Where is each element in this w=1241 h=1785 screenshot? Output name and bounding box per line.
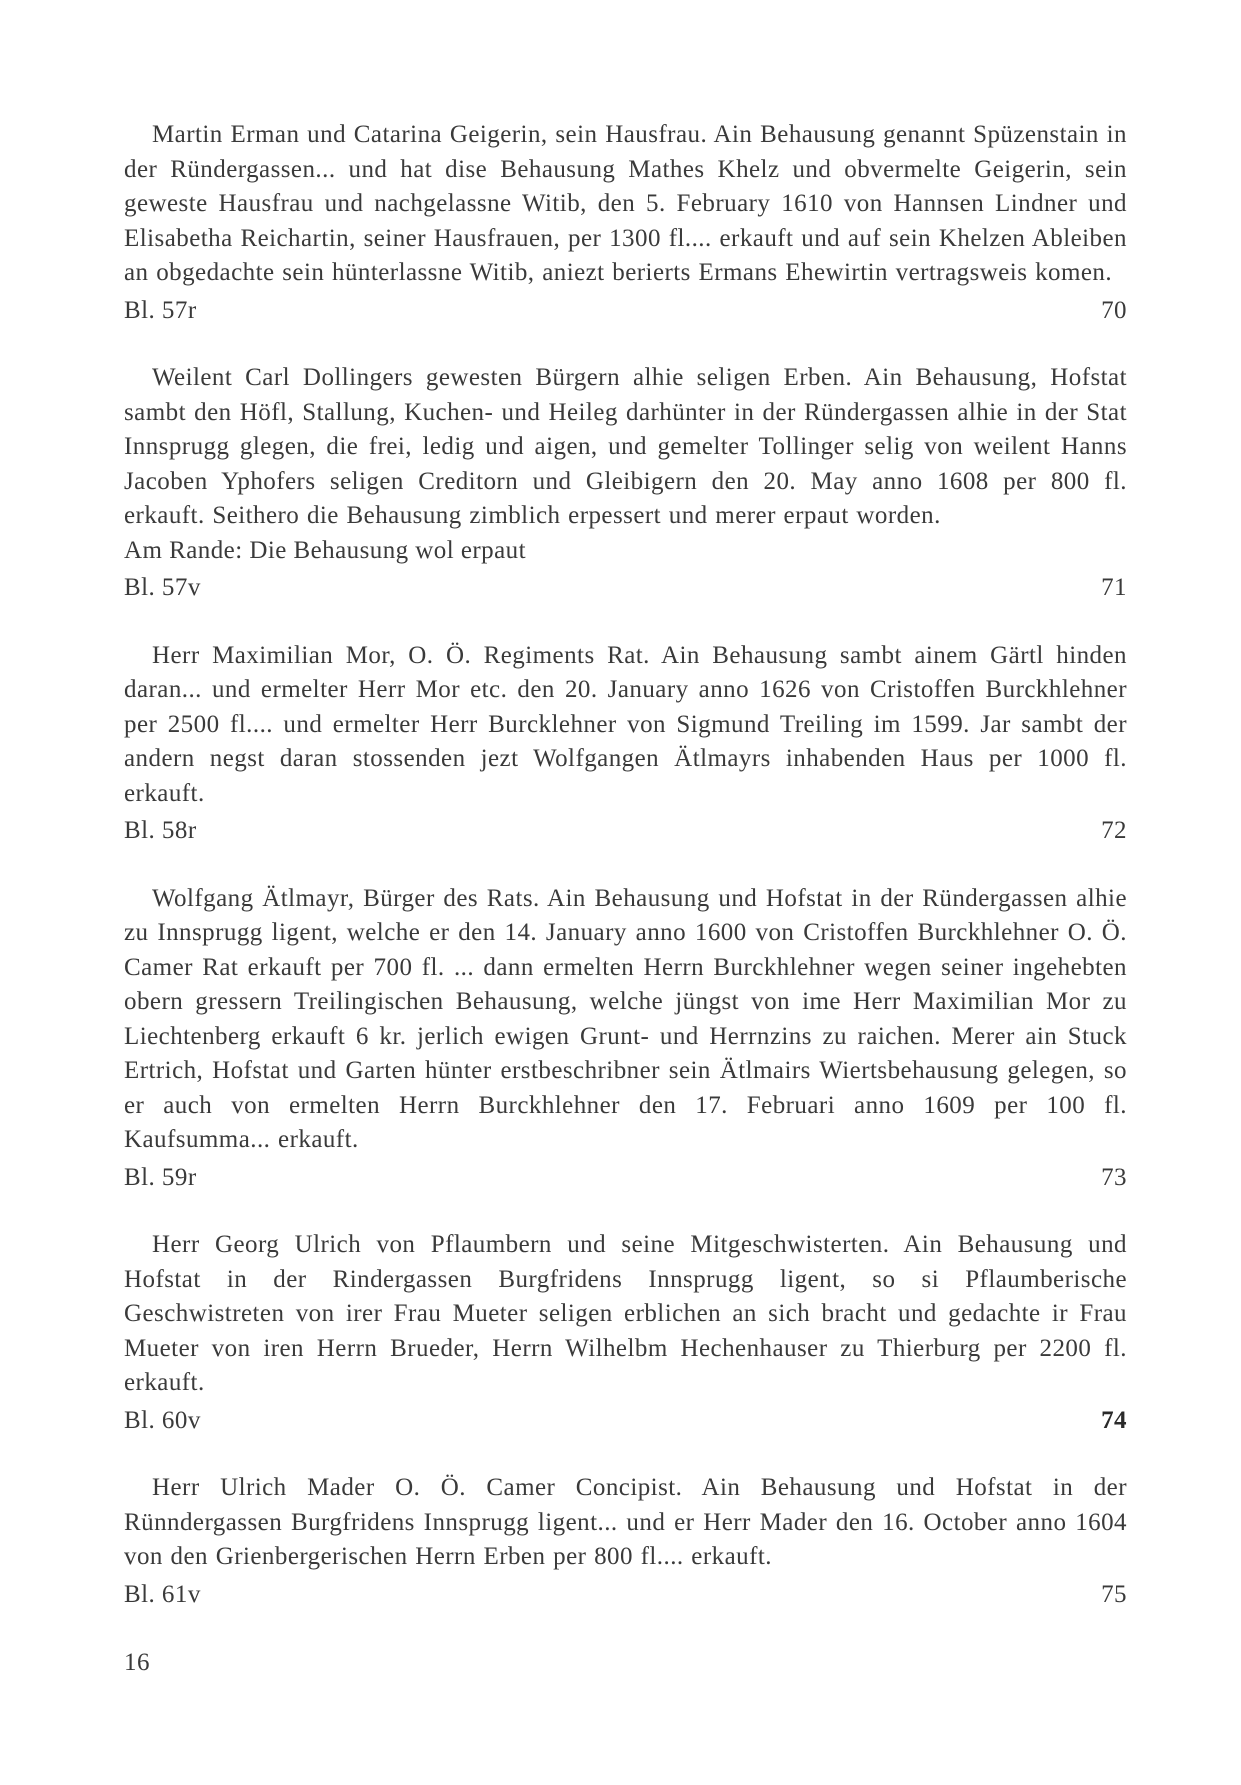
entry-number: 70	[1101, 296, 1127, 324]
entry-text: Herr Georg Ulrich von Pflaumbern und seine Mitgeschwisterten. Ain Behausung und Hofstat in der Rindergassen Burgfridens Innsprugg ligent, so si Pflaumberische Geschwistreten von irer Frau Mueter seligen erblichen an sich bracht und gedachte ir Frau Mueter von iren Herrn Brueder, Herrn Wilhelbm Hechenhauser zu Thierburg per 2200 fl. erkauft.	[124, 1231, 1127, 1396]
entry-74	[124, 1228, 1127, 1438]
entry-number: 75	[1101, 1580, 1127, 1608]
entry-number: 74	[1101, 1406, 1127, 1434]
entry-number: 72	[1101, 817, 1127, 844]
entry-number: 71	[1101, 574, 1127, 601]
entry-reference	[124, 1404, 1127, 1439]
entry-text: Weilent Carl Dollingers gewesten Bürgern alhie seligen Erben. Ain Behausung, Hofstat sambt den Höfl, Stallung, Kuchen- und Heileg darhünter in der Ründergassen alhie in der Stat Innsprugg glegen, die frei, ledig und aigen, und gemelter Tollinger selig von weilent Hanns Jacoben Yphofers seligen Creditorn und Gleibigern den 20. May anno 1608 per 800 fl. erkauft. Seithero die Behausung zimblich erpessert und merer erpaut worden.	[124, 364, 1127, 529]
entry-71	[124, 361, 1127, 606]
entry-73	[124, 882, 1127, 1196]
folio-reference: Bl. 61v	[124, 1580, 201, 1608]
folio-reference: Bl. 57r	[124, 296, 197, 324]
folio-reference: Bl. 60v	[124, 1406, 201, 1434]
entry-reference	[124, 1161, 1127, 1196]
entry-reference	[124, 571, 1127, 606]
entry-number: 73	[1101, 1163, 1127, 1191]
entry-72	[124, 639, 1127, 849]
folio-reference: Bl. 59r	[124, 1163, 197, 1191]
page-number: 16	[124, 1649, 150, 1676]
folio-reference: Bl. 57v	[124, 574, 201, 601]
page-body	[124, 118, 1127, 1612]
entry-75	[124, 1471, 1127, 1612]
entry-text: Herr Ulrich Mader O. Ö. Camer Concipist. Ain Behausung und Hofstat in der Rünndergassen Burgfridens Innsprugg ligent... und er Herr Mader den 16. October anno 1604 von den Grienbergerischen Herrn Erben per 800 fl.... erkauft.	[124, 1474, 1127, 1570]
entry-reference	[124, 1578, 1127, 1613]
entry-reference	[124, 814, 1127, 849]
margin-note: Am Rande: Die Behausung wol erpaut	[124, 536, 527, 564]
entry-text: Martin Erman und Catarina Geigerin, sein Hausfrau. Ain Behausung genannt Spüzenstain in der Ründergassen... und hat dise Behausung Mathes Khelz und obvermelte Geigerin, sein geweste Hausfrau und nachgelassne Witib, den 5. February 1610 von Hannsen Lindner und Elisabetha Reichartin, seiner Hausfrauen, per 1300 fl.... erkauft und auf sein Khelzen Ableiben an obgedachte sein hünterlassne Witib, aniezt berierts Ermans Ehewirtin vertragsweis komen.	[124, 121, 1127, 286]
entry-reference	[124, 294, 1127, 329]
entry-text: Herr Maximilian Mor, O. Ö. Regiments Rat. Ain Behausung sambt ainem Gärtl hinden daran... und ermelter Herr Mor etc. den 20. January anno 1626 von Cristoffen Burckhlehner per 2500 fl.... und ermelter Herr Burcklehner von Sigmund Treiling im 1599. Jar sambt der andern negst daran stossenden jezt Wolfgangen Ätlmayrs inhabenden Haus per 1000 fl. erkauft.	[124, 641, 1127, 807]
entry-70	[124, 118, 1127, 328]
entry-text: Wolfgang Ätlmayr, Bürger des Rats. Ain Behausung und Hofstat in der Ründergassen alhie zu Innsprugg ligent, welche er den 14. January anno 1600 von Cristoffen Burckhlehner O. Ö. Camer Rat erkauft per 700 fl. ... dann ermelten Herrn Burckhlehner wegen seiner ingehebten obern gressern Treilingischen Behausung, welche jüngst von ime Herr Maximilian Mor zu Liechtenberg erkauft 6 kr. jerlich ewigen Grunt- und Herrnzins zu raichen. Merer ain Stuck Ertrich, Hofstat und Garten hünter erstbeschribner sein Ätlmairs Wiertsbehausung gelegen, so er auch von ermelten Herrn Burckhlehner den 17. Februari anno 1609 per 100 fl. Kaufsumma... erkauft.	[124, 884, 1127, 1153]
folio-reference: Bl. 58r	[124, 817, 197, 844]
